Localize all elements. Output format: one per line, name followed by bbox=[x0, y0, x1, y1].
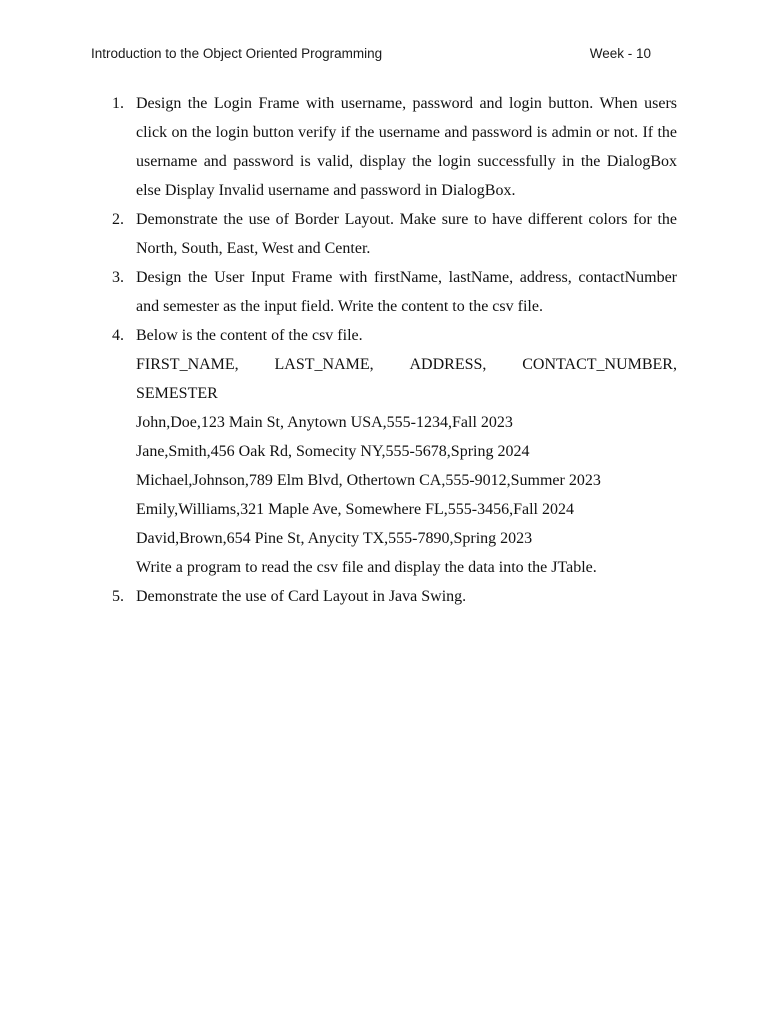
assignment-content bbox=[112, 89, 677, 611]
task-text: Design the Login Frame with username, password and login button. When users click on the login button verify if the username and password is admin or not. If the username and password is valid, display the login successfully in the DialogBox else Display Invalid username and password in DialogBox. bbox=[136, 95, 677, 199]
csv-header-field: FIRST_NAME, bbox=[136, 356, 239, 373]
task-text: Design the User Input Frame with firstName, lastName, address, contactNumber and semester as the input field. Write the content to the csv file. bbox=[136, 269, 677, 315]
task-number: 4. bbox=[112, 327, 124, 344]
csv-row: Emily,Williams,321 Maple Ave, Somewhere FL,555-3456,Fall 2024 bbox=[136, 501, 574, 518]
task-intro: Below is the content of the csv file. bbox=[136, 327, 363, 344]
task-number: 2. bbox=[112, 211, 124, 228]
task-list bbox=[112, 89, 677, 611]
task-text: Demonstrate the use of Border Layout. Make sure to have different colors for the North, South, East, West and Center. bbox=[136, 211, 677, 257]
csv-header-field: CONTACT_NUMBER, bbox=[522, 356, 677, 373]
task-number: 1. bbox=[112, 95, 124, 112]
task-item-1 bbox=[112, 89, 677, 205]
page-header bbox=[91, 46, 651, 64]
csv-row: David,Brown,654 Pine St, Anycity TX,555-7890,Spring 2023 bbox=[136, 530, 533, 547]
header-course-title: Introduction to the Object Oriented Programming bbox=[91, 46, 383, 61]
csv-header-field: LAST_NAME, bbox=[274, 356, 374, 373]
csv-row: Michael,Johnson,789 Elm Blvd, Othertown CA,555-9012,Summer 2023 bbox=[136, 472, 601, 489]
task-outro: Write a program to read the csv file and display the data into the JTable. bbox=[136, 559, 597, 576]
csv-header-tail: SEMESTER bbox=[136, 385, 218, 402]
task-item-5 bbox=[112, 582, 677, 611]
csv-header-line bbox=[136, 350, 677, 379]
csv-header-field: ADDRESS, bbox=[409, 356, 487, 373]
csv-row: Jane,Smith,456 Oak Rd, Somecity NY,555-5678,Spring 2024 bbox=[136, 443, 530, 460]
task-number: 5. bbox=[112, 588, 124, 605]
task-number: 3. bbox=[112, 269, 124, 286]
task-text: Demonstrate the use of Card Layout in Java Swing. bbox=[136, 588, 467, 605]
task-item-4 bbox=[112, 321, 677, 582]
header-week-label: Week - 10 bbox=[589, 46, 651, 61]
task-item-3 bbox=[112, 263, 677, 321]
csv-row: John,Doe,123 Main St, Anytown USA,555-1234,Fall 2023 bbox=[136, 414, 513, 431]
task-item-2 bbox=[112, 205, 677, 263]
